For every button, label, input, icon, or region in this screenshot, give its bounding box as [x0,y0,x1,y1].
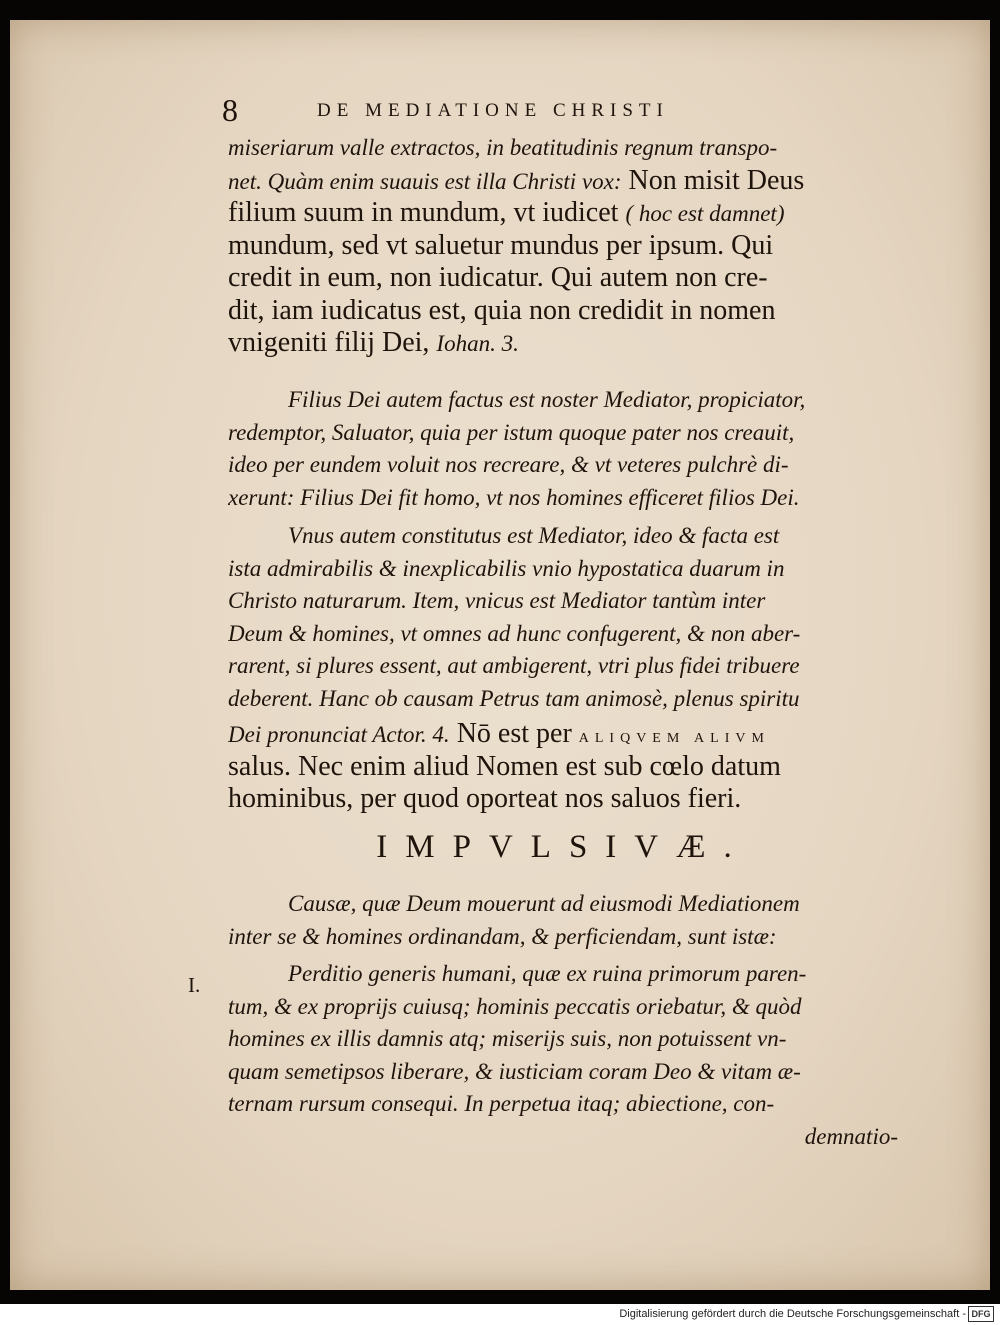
running-head [222,90,922,130]
page-number: 8 [222,92,238,128]
paragraph-3-continued [228,718,898,816]
paragraph-1 [228,132,898,360]
text-italic: Iohan. 3. [436,331,519,356]
text-line: mundum, sed vt saluetur mundus per ipsum. Qui [228,229,774,261]
text-line: dit, iam iudicatus est, quia non credidit in nomen [228,294,776,326]
text-roman: Nō est per [449,718,579,749]
text-line: ternam rursum consequi. In perpetua itaq; abiectione, con- [228,1091,775,1116]
text-line: hominibus, per quod oporteat nos saluos fieri. [228,783,742,814]
catchword: demnatio- [804,1123,898,1149]
text-line: rarent, si plures essent, aut ambigerent, vtri plus fidei tribuere [228,653,800,678]
text-roman: Non misit Deus [621,164,805,196]
text-line: Vnus autem constitutus est Mediator, ideo & facta est [288,523,780,548]
text-line: ideo per eundem voluit nos recreare, & vt veteres pulchrè di- [228,452,789,477]
margin-numeral: I. [188,973,201,997]
section-heading: IMPVLSIVÆ. [376,829,750,865]
paragraph-3 [228,520,898,750]
text-line: Christo naturarum. Item, vnicus est Mediator tantùm inter [228,588,766,613]
text-line: homines ex illis damnis atq; miserijs suis, non potuissent vn- [228,1026,787,1051]
text-line: ista admirabilis & inexplicabilis vnio hypostatica duarum in [228,555,785,581]
text-italic: Dei pronunciat Actor. 4. [228,722,450,747]
text-line [228,197,898,230]
text-line: Filius Dei autem factus est noster Mediator, propiciator, [288,387,806,412]
dfg-logo-icon: DFG [968,1306,994,1322]
text-line [228,327,898,360]
text-line: inter se & homines ordinandam, & perficiendam, sunt istæ: [228,923,777,949]
text-line: quam semetipsos liberare, & iusticiam coram Deo & vitam æ- [228,1058,801,1084]
paragraph-4 [228,888,898,953]
text-roman: vnigeniti filij Dei, [228,327,437,358]
text-italic: ( hoc est damnet) [625,201,785,226]
book-page [10,20,990,1290]
text-line [228,718,898,751]
digitization-credit: Digitalisierung gefördert durch die Deutsche Forschungsgemeinschaft - [619,1308,966,1320]
text-line [228,165,898,198]
paragraph-2 [228,384,898,514]
text-line: Deum & homines, vt omnes ad hunc confugerent, & non aber- [228,620,801,646]
text-line: redemptor, Saluator, quia per istum quoque pater nos creauit, [228,419,795,445]
text-line: credit in eum, non iudicatur. Qui autem non cre- [228,262,768,293]
text-line: xerunt: Filius Dei fit homo, vt nos homines efficeret filios Dei. [228,484,800,510]
text-line: Causæ, quæ Deum mouerunt ad eiusmodi Mediationem [288,891,800,916]
paragraph-5 [228,958,898,1153]
text-line: deberent. Hanc ob causam Petrus tam animosè, plenus spiritu [228,685,800,711]
text-line: tum, & ex proprijs cuiusq; hominis peccatis oriebatur, & quòd [228,993,802,1019]
text-line: miseriarum valle extractos, in beatitudinis regnum transpo- [228,135,778,160]
text-line: salus. Nec enim aliud Nomen est sub cœlo datum [228,750,781,782]
text-roman: filium suum in mundum, vt iudicet [228,197,626,228]
running-title: DE MEDIATIONE CHRISTI [317,100,669,121]
text-italic: net. Quàm enim suauis est illa Christi vox: [228,168,622,194]
text-small-caps: ALIQVEM ALIVM [578,731,770,746]
text-line: Perditio generis humani, quæ ex ruina primorum paren- [288,961,807,986]
